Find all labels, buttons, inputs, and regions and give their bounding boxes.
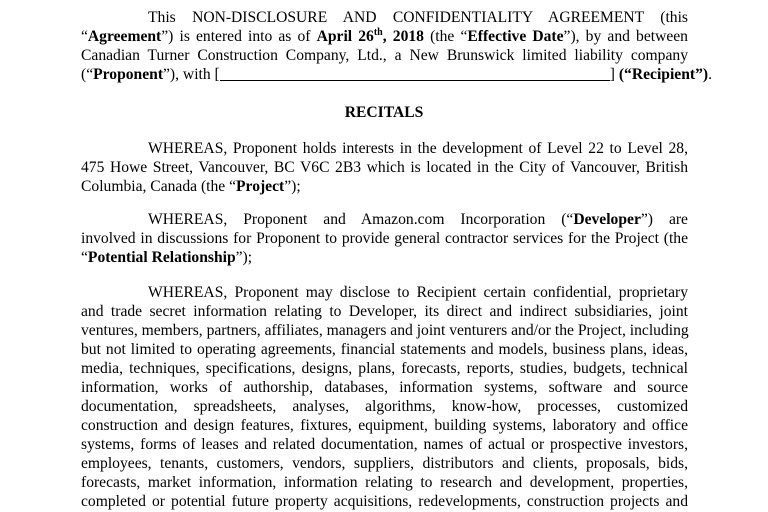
recital-3-line: systems, forms of leases and related documentation, names of actual or prospective investors,: [81, 436, 688, 453]
recital-1-line-3: Columbia, Canada (the “Project”);: [81, 178, 301, 195]
project-term: Project: [236, 178, 285, 195]
recital-3-line: forecasts, market information, information relating to research and development, properties,: [81, 474, 688, 491]
potential-relationship-term: Potential Relationship: [87, 249, 236, 266]
recital-1-line-1: WHEREAS, Proponent holds interests in the development of Level 22 to Level 28,: [148, 140, 688, 157]
recital-3-line: construction and design features, fixtures, equipment, building systems, laboratory and office: [81, 417, 688, 434]
recital-3-line: information, works of authorship, databases, information systems, software and source: [81, 379, 688, 396]
recital-2-line-2: involved in discussions for Proponent to provide general contractor services for the Project (the: [81, 230, 688, 247]
intro-line-4: (“Proponent”), with [ ] (“Recipient”).: [81, 66, 712, 83]
recital-3-line: media, techniques, specifications, designs, plans, forecasts, reports, studies, budgets, technical: [81, 360, 688, 377]
recitals-heading: RECITALS: [344, 104, 424, 121]
proponent-term: Proponent: [93, 66, 164, 83]
recital-3-line: employees, tenants, customers, vendors, suppliers, distributors and clients, proposals, bids,: [81, 455, 688, 472]
intro-line-1: This NON-DISCLOSURE AND CONFIDENTIALITY AGREEMENT (this: [148, 9, 688, 26]
recipient-name-blank[interactable]: [220, 67, 610, 81]
recital-3-line: documentation, spreadsheets, analyses, algorithms, know-how, processes, customized: [81, 398, 688, 415]
recital-2-line-3: “Potential Relationship”);: [81, 249, 253, 266]
recital-1-line-2: 475 Howe Street, Vancouver, BC V6C 2B3 which is located in the City of Vancouver, British: [81, 159, 688, 176]
recital-3-line: completed or potential future property acquisitions, redevelopments, construction projects and: [81, 493, 688, 510]
effective-date-term: Effective Date: [467, 28, 564, 45]
agreement-term: Agreement: [87, 28, 162, 45]
recital-3-line: but not limited to operating agreements, financial statements and models, business plans, ideas,: [81, 341, 688, 358]
recital-3-line-1: WHEREAS, Proponent may disclose to Recipient certain confidential, proprietary: [148, 284, 688, 301]
intro-line-2: “Agreement”) is entered into as of April 26th, 2018 (the “Effective Date”), by and between: [81, 27, 688, 45]
intro-line-3: Canadian Turner Construction Company, Ltd., a New Brunswick limited liability company: [81, 47, 688, 64]
recipient-term: (“Recipient”): [614, 66, 709, 83]
effective-date: April 26th, 2018: [316, 27, 424, 45]
recital-3-line: and trade secret information relating to Developer, its direct and indirect subsidiaries, joint: [81, 303, 688, 320]
recital-2-line-1: WHEREAS, Proponent and Amazon.com Incorporation (“Developer”) are: [148, 211, 688, 228]
developer-term: Developer: [573, 211, 641, 228]
recital-3-line: ventures, members, partners, affiliates, managers and joint venturers and/or the Project, including: [81, 322, 689, 339]
